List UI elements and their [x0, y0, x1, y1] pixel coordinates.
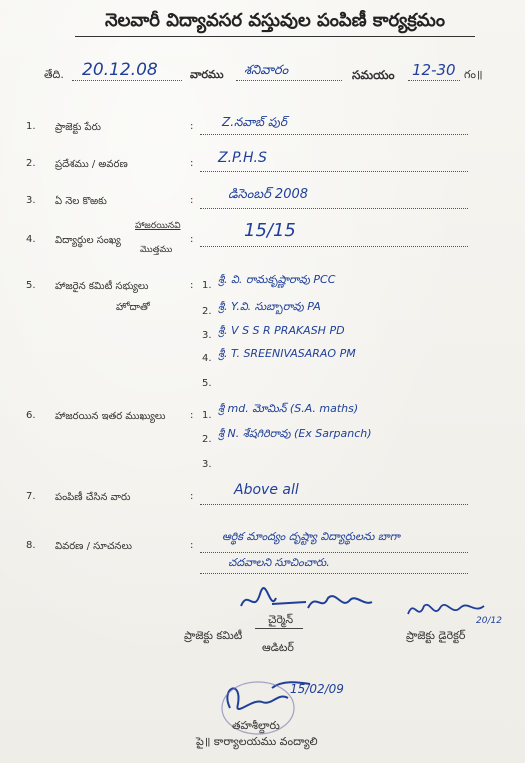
- date-label: తేది.: [44, 68, 64, 81]
- row4-label: విద్యార్థుల సంఖ్య: [55, 235, 121, 246]
- tahsildar-date: 15/02/09: [290, 682, 344, 696]
- member3-name: శ్రీ. V S S R PRAKASH PD: [218, 324, 345, 337]
- row8-line1: [200, 552, 468, 553]
- time-label: సమయం: [352, 68, 395, 82]
- member1-number: 1.: [202, 280, 212, 291]
- row2-line: [200, 171, 468, 172]
- member2-name: శ్రీ. Y.వి. సుబ్బారావు PA: [218, 300, 321, 313]
- time-suffix: గం॥: [464, 68, 483, 81]
- day-label: వారము: [190, 68, 224, 81]
- row8-value-line1: ఆర్థిక మాంద్యం దృష్ట్యా విద్యార్థులను బాగా: [222, 530, 400, 543]
- row2-number: 2.: [26, 158, 36, 169]
- member2-number: 2.: [202, 306, 212, 317]
- day-value: శనివారం: [244, 63, 289, 78]
- chairman-label: చైర్మెన్: [268, 613, 294, 626]
- row2-label: ప్రదేశము / అవరణ: [55, 159, 128, 170]
- row8-line2: [200, 573, 468, 574]
- row3-label: ఏ నెల కొఱకు: [55, 196, 107, 207]
- title-underline: [75, 36, 475, 37]
- row8-number: 8.: [26, 540, 36, 551]
- tahsildar-label: తహశీల్దారు: [232, 719, 280, 732]
- member4-number: 4.: [202, 353, 212, 364]
- other2-name: శ్రీ N. శేషగిరిరావు (Ex Sarpanch): [218, 427, 372, 440]
- director-date: 20/12: [476, 616, 502, 626]
- form-title: నెలవారీ విద్యావసర వస్తువుల పంపిణీ కార్యక్రమం: [105, 10, 445, 31]
- other1-number: 1.: [202, 410, 212, 421]
- row7-number: 7.: [26, 491, 36, 502]
- row4-colon: :: [190, 234, 194, 245]
- row3-colon: :: [190, 195, 194, 206]
- school-seal-label: పై॥ కార్యాలయము వంద్యాలి: [196, 735, 318, 748]
- project-committee-label: ప్రాజెక్టు కమిటీ: [184, 629, 243, 642]
- row8-colon: :: [190, 540, 194, 551]
- chairman-signature: [236, 584, 416, 624]
- row6-number: 6.: [26, 410, 36, 421]
- row3-number: 3.: [26, 195, 36, 206]
- row3-value: డిసెంబర్ 2008: [228, 187, 309, 202]
- row8-value-line2: చదవాలని సూచించారు.: [228, 556, 330, 569]
- row4-label-top: హాజరయినవి: [135, 221, 181, 231]
- row5-number: 5.: [26, 280, 36, 291]
- time-value: 12-30: [412, 61, 456, 79]
- row2-colon: :: [190, 158, 194, 169]
- row1-number: 1.: [26, 121, 36, 132]
- row2-value: Z.P.H.S: [218, 150, 267, 166]
- row7-label: పంపిణీ చేసిన వారు: [55, 492, 131, 503]
- row3-line: [200, 208, 468, 209]
- row5-label: హాజరైన కమిటీ సభ్యులు: [55, 281, 149, 292]
- row5-sublabel: హోదాతో: [116, 302, 150, 313]
- row6-colon: :: [190, 410, 194, 421]
- row5-colon: :: [190, 280, 194, 291]
- time-line: [408, 80, 460, 81]
- row4-line: [200, 246, 468, 247]
- other2-number: 2.: [202, 434, 212, 445]
- other3-number: 3.: [202, 459, 212, 470]
- row1-line: [200, 134, 468, 135]
- auditor-label: ఆడిటర్: [262, 641, 294, 654]
- other1-name: శ్రీ md. మోమిన్ (S.A. maths): [218, 402, 359, 415]
- date-line: [72, 80, 182, 81]
- member4-name: శ్రీ. T. SREENIVASARAO PM: [218, 347, 356, 360]
- row8-label: వివరణ / సూచనలు: [55, 541, 133, 552]
- row1-label: ప్రాజెక్టు పేరు: [55, 122, 101, 133]
- member3-number: 3.: [202, 330, 212, 341]
- row4-value: 15/15: [244, 220, 296, 241]
- member1-name: శ్రీ. వి. రామకృష్ణారావు PCC: [218, 273, 336, 286]
- row4-label-bottom: మొత్తము: [140, 245, 173, 255]
- chairman-rule: [255, 628, 303, 629]
- row1-colon: :: [190, 121, 194, 132]
- date-value: 20.12.08: [82, 60, 158, 80]
- row4-number: 4.: [26, 234, 36, 245]
- row1-value: Z.నవాబ్ పుర్: [222, 115, 287, 129]
- row7-line: [200, 504, 468, 505]
- row6-label: హాజరయిన ఇతర ముఖ్యులు: [55, 411, 166, 422]
- row7-value: Above all: [234, 482, 299, 498]
- project-director-label: ప్రాజెక్టు డైరెక్టర్: [406, 629, 466, 642]
- member5-number: 5.: [202, 378, 212, 389]
- row7-colon: :: [190, 491, 194, 502]
